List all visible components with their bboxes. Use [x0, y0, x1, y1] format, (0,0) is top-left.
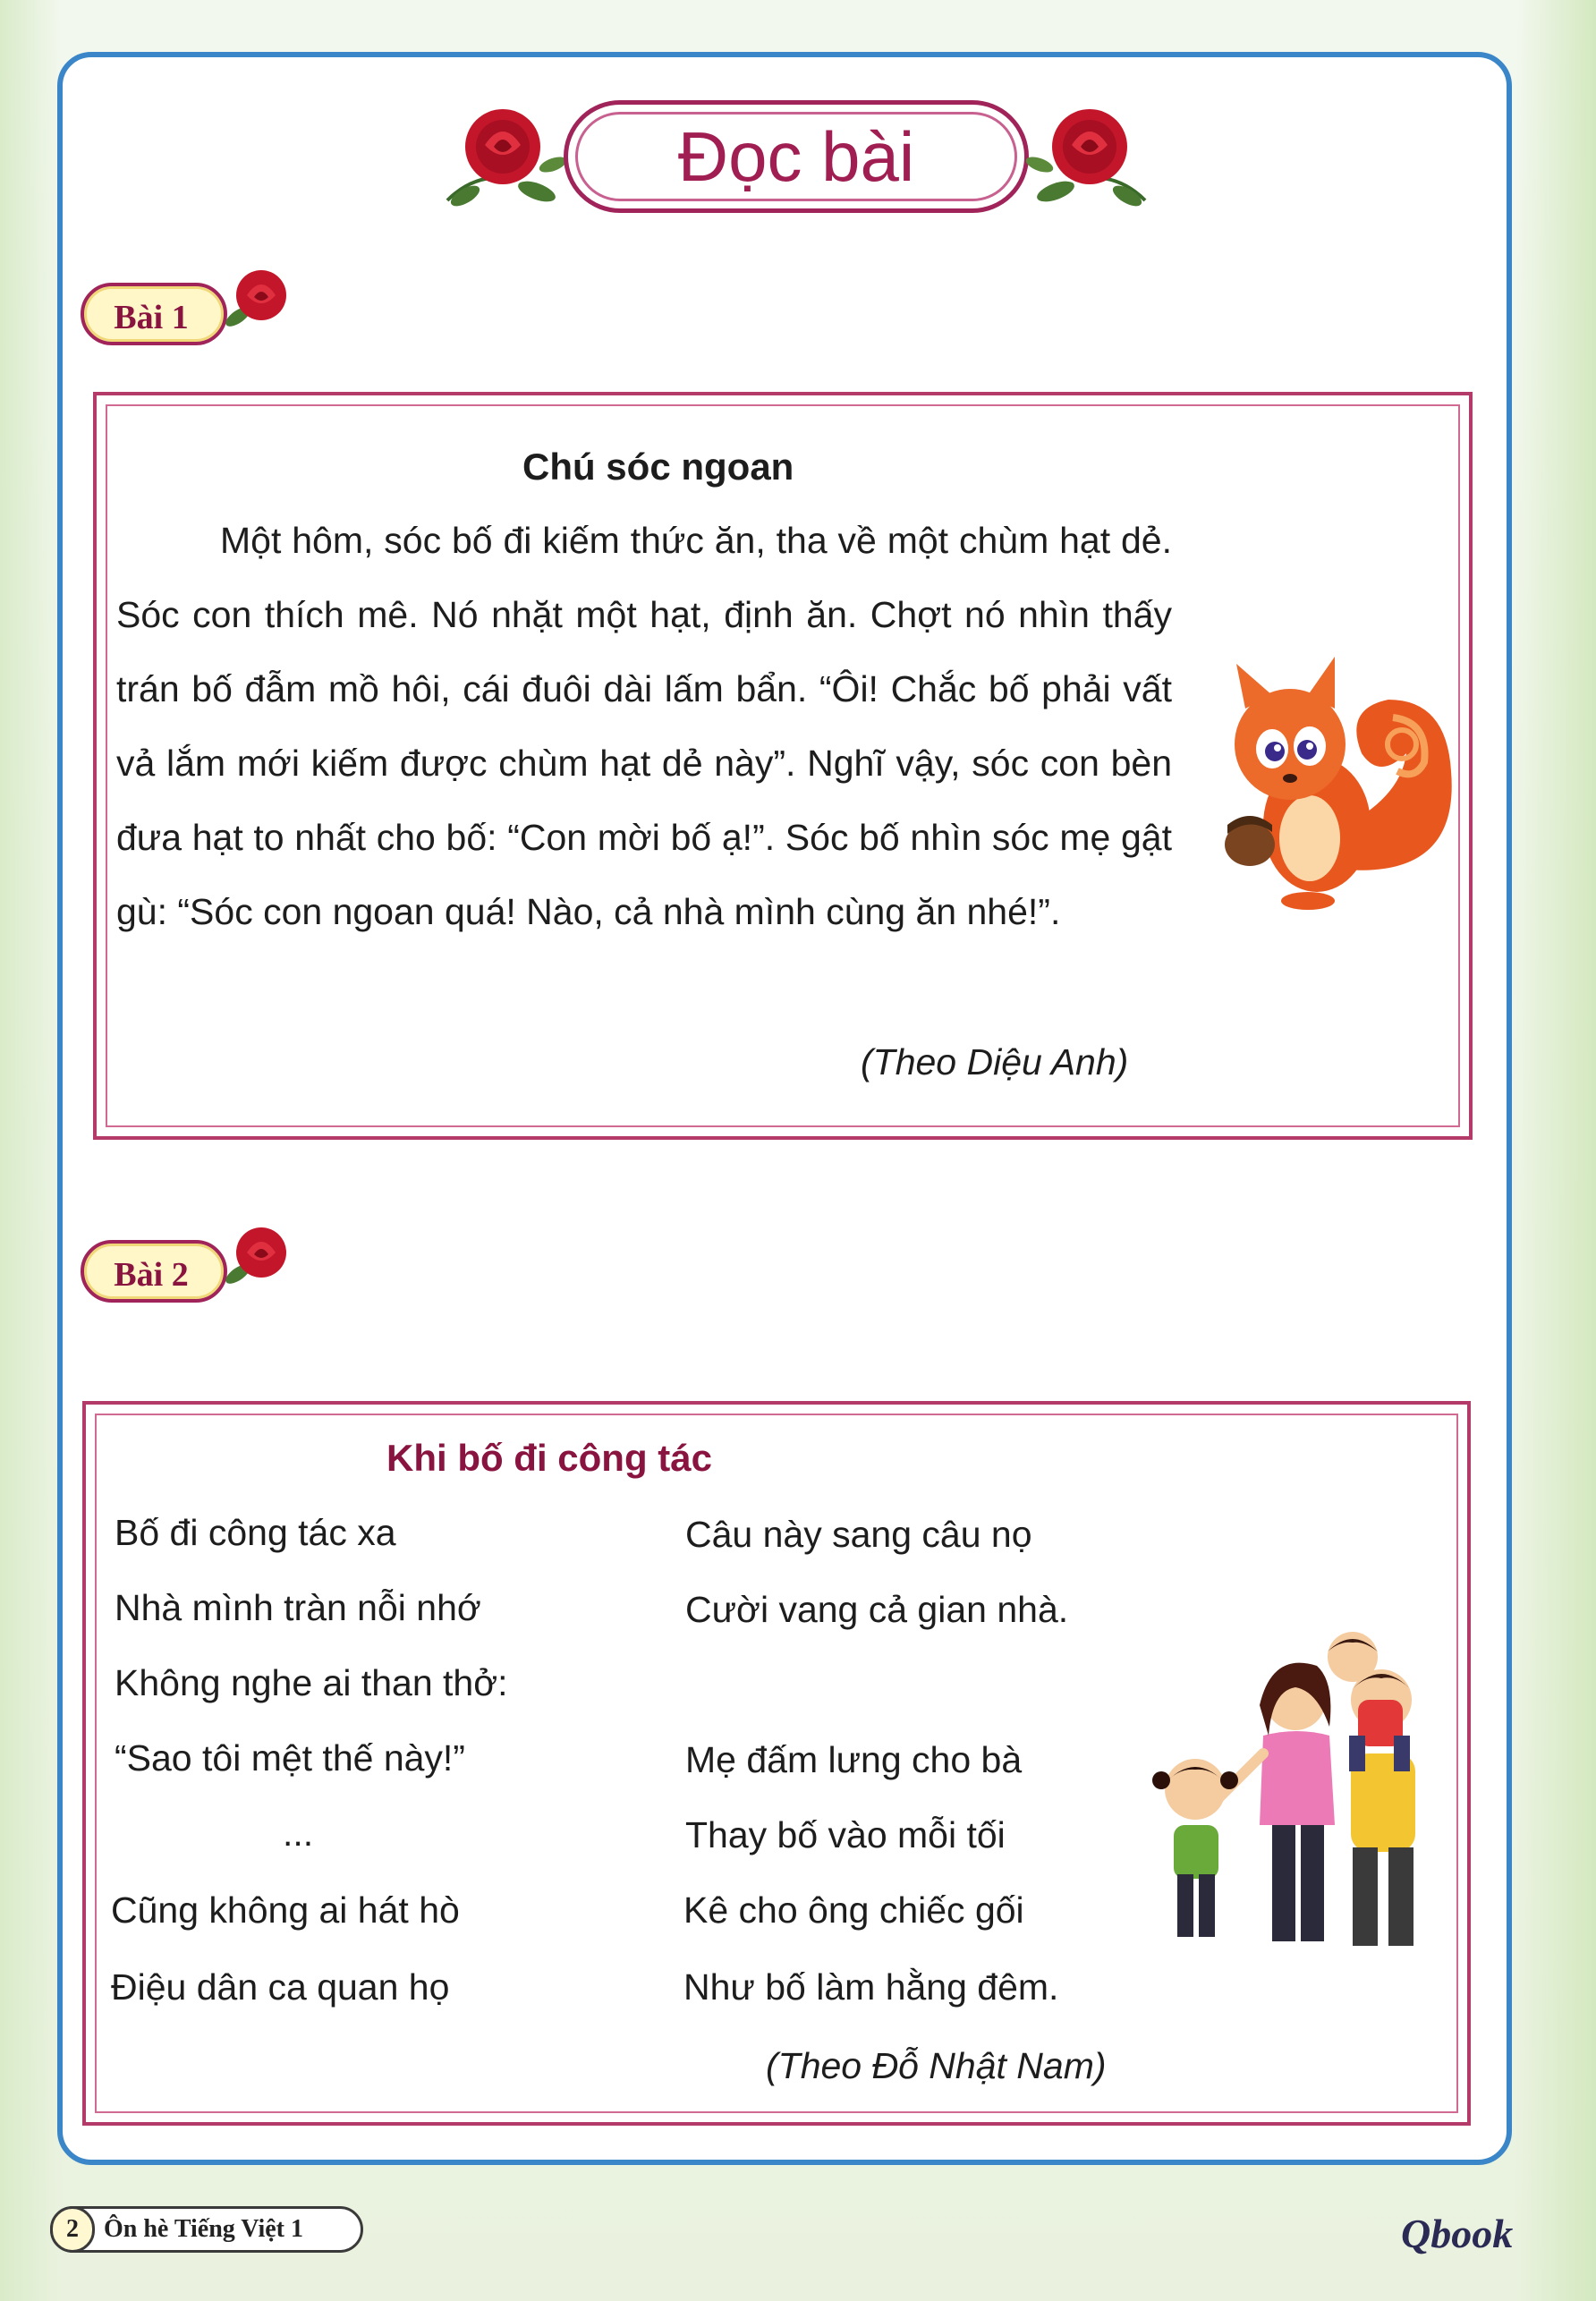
story-paragraph: Một hôm, sóc bố đi kiếm thức ăn, tha về một chùm hạt dẻ. Sóc con thích mê. Nó nhặt một hạt, định ăn. Chợt nó nhìn thấy trán bố đẫm mồ hôi, cái đuôi dài lấm bẩn. “Ôi! Chắc bố phải vất vả lắm mới kiếm được chùm hạt dẻ này”. Nghĩ vậy, sóc con bèn đưa hạt to nhất cho bố: “Con mời bố ạ!”. Sóc bố nhìn sóc mẹ gật gù: “Sóc con ngoan quá! Nào, cả nhà mình cùng ăn nhé!”. — [116, 520, 1172, 932]
section-1-badge — [81, 283, 227, 345]
poem-right-line: Như bố làm hằng đêm. — [683, 1966, 1059, 2008]
poem-left-line: Điệu dân ca quan họ — [111, 1966, 450, 2008]
poem-title: Khi bố đi công tác — [386, 1437, 712, 1479]
publisher-logo: Qbook — [1401, 2211, 1514, 2256]
poem-left-line: ... — [283, 1813, 314, 1854]
story-title: Chú sóc ngoan — [522, 446, 794, 488]
page-number: 2 — [50, 2206, 95, 2253]
page-title: Đọc bài — [677, 117, 915, 196]
poem-left-line: Cũng không ai hát hò — [111, 1889, 460, 1931]
header-banner — [438, 93, 1154, 227]
poem-left-line: Bố đi công tác xa — [115, 1512, 396, 1553]
poem-credit: (Theo Đỗ Nhật Nam) — [766, 2045, 1107, 2086]
section-2-badge — [81, 1240, 227, 1303]
badge-rose-icon — [218, 1218, 293, 1294]
poem-left-line: Không nghe ai than thở: — [115, 1662, 508, 1703]
poem-right-line: Mẹ đấm lưng cho bà — [685, 1739, 1023, 1780]
family-icon — [1138, 1601, 1460, 1959]
rose-right-icon — [1020, 93, 1154, 227]
right-green-tint — [1515, 0, 1596, 2301]
rose-left-icon — [438, 93, 573, 227]
poem-left-line: “Sao tôi mệt thế này!” — [115, 1737, 465, 1779]
squirrel-icon — [1210, 646, 1469, 914]
left-green-tint — [0, 0, 63, 2301]
poem-left-line: Nhà mình tràn nỗi nhớ — [115, 1587, 481, 1628]
poem-right-line: Cười vang cả gian nhà. — [685, 1589, 1069, 1630]
story-credit: (Theo Diệu Anh) — [861, 1041, 1129, 1083]
badge-rose-icon — [218, 261, 293, 336]
section-2-label: Bài 2 — [114, 1256, 189, 1294]
poem-right-line: Câu này sang câu nọ — [685, 1514, 1032, 1555]
book-title: Ôn hè Tiếng Việt 1 — [104, 2215, 304, 2243]
poem-right-line: Thay bố vào mỗi tối — [685, 1814, 1006, 1855]
section-1-label: Bài 1 — [114, 299, 189, 336]
poem-right-line: Kê cho ông chiếc gối — [683, 1889, 1024, 1931]
